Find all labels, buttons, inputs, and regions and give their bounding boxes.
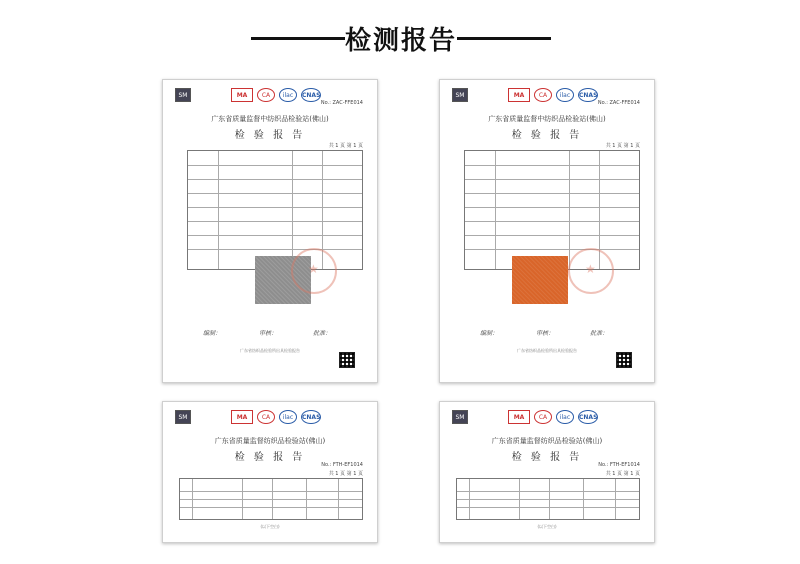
report-title: 检 验 报 告	[511, 130, 583, 141]
section-header	[0, 10, 800, 62]
institute-name: 广东省质量监督中纺织品检验站(佛山)	[488, 115, 606, 123]
certification-badges	[452, 410, 642, 426]
sm-logo-icon: SM	[452, 88, 468, 102]
report-info-table	[187, 150, 363, 270]
qr-code-icon	[616, 352, 632, 368]
ilac-logo-icon: ilac	[279, 410, 297, 424]
sm-logo-icon: SM	[175, 410, 191, 424]
cnas-logo-icon: CNAS	[578, 410, 598, 424]
signature-approved: 批准：	[590, 330, 609, 337]
sm-logo-icon: SM	[175, 88, 191, 102]
report-number: No.: ZAC-FFE014	[597, 100, 640, 106]
report-footer: (以下空白)	[260, 524, 280, 529]
cma-logo-icon: MA	[231, 88, 253, 102]
test-report-page-2[interactable]	[439, 79, 655, 383]
ilac-logo-icon: ilac	[279, 88, 297, 102]
section-title: 检测报告	[345, 26, 458, 56]
official-seal	[291, 248, 337, 294]
signature-prepared: 编制：	[203, 330, 222, 337]
report-title: 检 验 报 告	[234, 452, 306, 463]
test-report-page-1[interactable]	[162, 79, 378, 383]
page-note: 共 1 页 第 1 页	[605, 143, 640, 149]
report-footer: 广东省纺织品检验所出具检验报告	[240, 348, 300, 353]
cnas-logo-icon: CNAS	[301, 410, 321, 424]
test-report-page-4[interactable]	[439, 401, 655, 543]
report-number: No.: FTH-EF1014	[598, 462, 640, 468]
cal-logo-icon: CA	[257, 88, 275, 102]
cal-logo-icon: CA	[257, 410, 275, 424]
report-info-table	[464, 150, 640, 270]
report-title: 检 验 报 告	[234, 130, 306, 141]
report-number: No.: ZAC-FFE014	[320, 100, 363, 106]
cal-logo-icon: CA	[534, 410, 552, 424]
test-results-table	[179, 478, 363, 520]
ilac-logo-icon: ilac	[556, 88, 574, 102]
page-note: 共 1 页 第 1 页	[328, 471, 363, 477]
page-note: 共 1 页 第 1 页	[328, 143, 363, 149]
test-report-page-3[interactable]	[162, 401, 378, 543]
report-number: No.: FTH-EF1014	[321, 462, 363, 468]
cnas-logo-icon: CNAS	[301, 88, 321, 102]
institute-name: 广东省质量监督中纺织品检验站(佛山)	[211, 115, 329, 123]
cal-logo-icon: CA	[534, 88, 552, 102]
official-seal	[568, 248, 614, 294]
cnas-logo-icon: CNAS	[578, 88, 598, 102]
signature-prepared: 编制：	[480, 330, 499, 337]
signature-reviewed: 审核：	[536, 330, 555, 337]
institute-name: 广东省质量监督纺织品检验站(佛山)	[214, 437, 326, 445]
report-footer: 广东省纺织品检验所出具检验报告	[517, 348, 577, 353]
signature-reviewed: 审核：	[259, 330, 278, 337]
ilac-logo-icon: ilac	[556, 410, 574, 424]
test-results-table	[456, 478, 640, 520]
cma-logo-icon: MA	[508, 88, 530, 102]
header-left-rule	[251, 37, 345, 40]
qr-code-icon	[339, 352, 355, 368]
report-footer: (以下空白)	[537, 524, 557, 529]
certification-badges	[175, 410, 365, 426]
institute-name: 广东省质量监督纺织品检验站(佛山)	[491, 437, 603, 445]
fabric-sample-swatch	[512, 256, 568, 304]
report-title: 检 验 报 告	[511, 452, 583, 463]
cma-logo-icon: MA	[231, 410, 253, 424]
cma-logo-icon: MA	[508, 410, 530, 424]
page-note: 共 1 页 第 1 页	[605, 471, 640, 477]
header-right-rule	[457, 37, 551, 40]
sm-logo-icon: SM	[452, 410, 468, 424]
signature-approved: 批准：	[313, 330, 332, 337]
